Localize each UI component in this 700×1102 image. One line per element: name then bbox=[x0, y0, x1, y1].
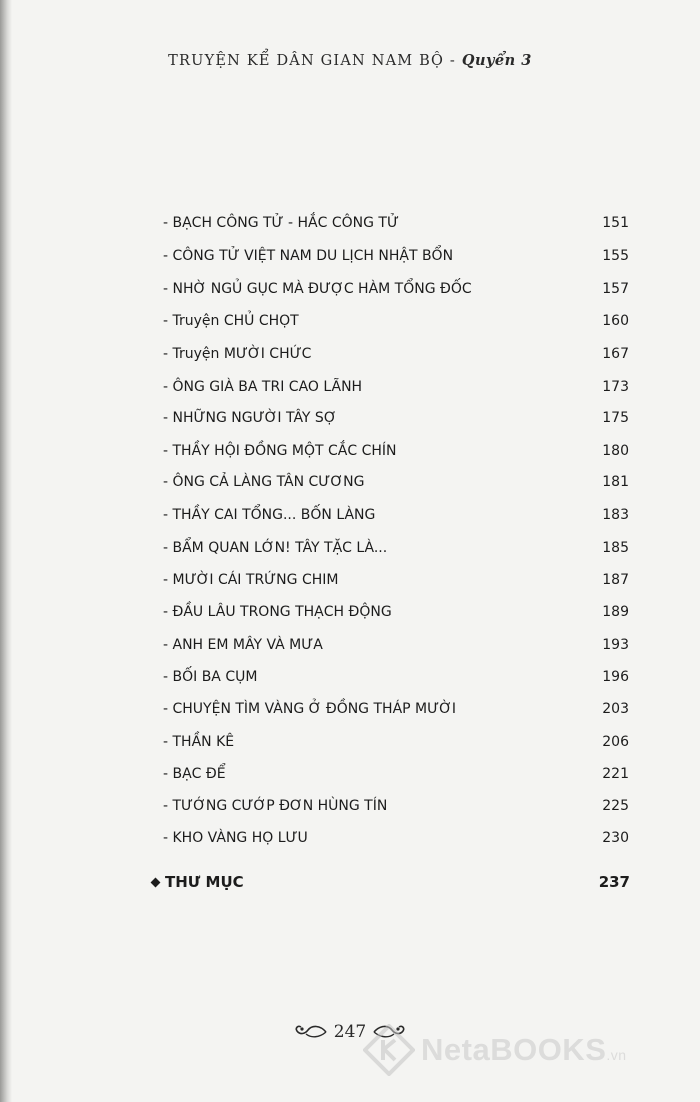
toc-entry-title: - ANH EM MÂY VÀ MƯA bbox=[163, 637, 323, 653]
toc-entry bbox=[163, 438, 629, 464]
toc-entry-title: - ÔNG CẢ LÀNG TÂN CƯƠNG bbox=[163, 474, 365, 490]
toc-entry-page: 155 bbox=[602, 248, 629, 264]
toc-entry-title: - MƯỜI CÁI TRỨNG CHIM bbox=[163, 572, 339, 588]
toc-entry-page: 189 bbox=[602, 604, 629, 620]
toc-section-title bbox=[152, 873, 244, 891]
toc-section-label: THƯ MỤC bbox=[165, 873, 244, 891]
toc-entry-page: 181 bbox=[602, 474, 629, 490]
toc-entry-page: 167 bbox=[602, 346, 629, 362]
toc-entry-title: - NHỮNG NGƯỜI TÂY SỢ bbox=[163, 410, 337, 426]
toc-entry-page: 206 bbox=[602, 734, 629, 750]
toc-entry-page: 225 bbox=[602, 798, 629, 814]
toc-entry-title: - BẨM QUAN LỚN! TÂY TẶC LÀ... bbox=[163, 540, 388, 556]
page-number: 247 bbox=[333, 1022, 367, 1042]
watermark-brand: NetaBOOKS bbox=[421, 1032, 607, 1067]
toc-entry bbox=[163, 793, 629, 819]
toc-entry-title: - CÔNG TỬ VIỆT NAM DU LỊCH NHẬT BỔN bbox=[163, 248, 454, 264]
toc-entry-title: - NHỜ NGỦ GỤC MÀ ĐƯỢC HÀM TỔNG ĐỐC bbox=[163, 281, 472, 297]
toc-entry-title: - THẦY HỘI ĐỒNG MỘT CẮC CHÍN bbox=[163, 443, 397, 459]
toc-section-entry bbox=[152, 869, 630, 895]
toc-section-page: 237 bbox=[598, 873, 630, 891]
toc-entry bbox=[163, 308, 629, 334]
toc-entry bbox=[163, 825, 629, 851]
watermark-text bbox=[421, 1032, 627, 1068]
toc-entry-page: 180 bbox=[602, 443, 629, 459]
toc-entry bbox=[163, 599, 629, 625]
toc-entry-page: 193 bbox=[602, 637, 629, 653]
running-header bbox=[0, 52, 700, 69]
toc-entry bbox=[163, 761, 629, 787]
toc-entry-title: - THẦY CAI TỔNG... BỐN LÀNG bbox=[163, 507, 376, 523]
toc-entry-page: 203 bbox=[602, 701, 629, 717]
toc-entry bbox=[163, 243, 629, 269]
toc-entry-title: - Truyện MƯỜI CHỨC bbox=[163, 346, 312, 362]
toc-entry-title: - KHO VÀNG HỌ LƯU bbox=[163, 830, 308, 846]
toc-entry-title: - CHUYỆN TÌM VÀNG Ở ĐỒNG THÁP MƯỜI bbox=[163, 701, 457, 717]
toc-entry-title: - THẦN KÊ bbox=[163, 734, 235, 750]
toc-entry-title: - BỐI BA CỤM bbox=[163, 669, 258, 685]
toc-entry bbox=[163, 341, 629, 367]
watermark bbox=[363, 1020, 627, 1080]
left-ornament-icon bbox=[294, 1023, 328, 1041]
header-separator: - bbox=[444, 53, 462, 69]
diamond-bullet-icon bbox=[151, 877, 161, 887]
toc-entry bbox=[163, 664, 629, 690]
toc-entry bbox=[163, 696, 629, 722]
book-title: TRUYỆN KỂ DÂN GIAN NAM BỘ bbox=[168, 53, 445, 69]
toc-entry-page: 183 bbox=[602, 507, 629, 523]
toc-entry bbox=[163, 729, 629, 755]
toc-entry-page: 196 bbox=[602, 669, 629, 685]
toc-entry-title: - BẠCH CÔNG TỬ - HẮC CÔNG TỬ bbox=[163, 215, 399, 231]
toc-entry bbox=[163, 374, 629, 400]
netabooks-logo-icon bbox=[363, 1024, 415, 1076]
toc-entry bbox=[163, 276, 629, 302]
toc-entry-title: - ÔNG GIÀ BA TRI CAO LÃNH bbox=[163, 379, 363, 395]
toc-entry-page: 151 bbox=[602, 215, 629, 231]
toc-entry bbox=[163, 469, 629, 495]
toc-entry bbox=[163, 502, 629, 528]
toc-entry-page: 157 bbox=[602, 281, 629, 297]
toc-entry-page: 221 bbox=[602, 766, 629, 782]
watermark-suffix: .vn bbox=[606, 1047, 627, 1063]
toc-entry-title: - BẠC ĐỂ bbox=[163, 766, 226, 782]
toc-entry-title: - Truyện CHỦ CHỌT bbox=[163, 313, 299, 329]
toc-entry-page: 160 bbox=[602, 313, 629, 329]
toc-entry-title: - TƯỚNG CƯỚP ĐƠN HÙNG TÍN bbox=[163, 798, 388, 814]
toc-entry bbox=[163, 210, 629, 236]
toc-entry-title: - ĐẦU LÂU TRONG THẠCH ĐỘNG bbox=[163, 604, 392, 620]
toc-entry bbox=[163, 535, 629, 561]
toc-entry-page: 175 bbox=[602, 410, 629, 426]
volume-label: Quyển 3 bbox=[461, 52, 532, 69]
toc-entry-page: 173 bbox=[602, 379, 629, 395]
toc-entry bbox=[163, 567, 629, 593]
toc-entry-page: 185 bbox=[602, 540, 629, 556]
toc-entry-page: 187 bbox=[602, 572, 629, 588]
toc-entry bbox=[163, 632, 629, 658]
toc-entry-page: 230 bbox=[602, 830, 629, 846]
toc-entry bbox=[163, 405, 629, 431]
